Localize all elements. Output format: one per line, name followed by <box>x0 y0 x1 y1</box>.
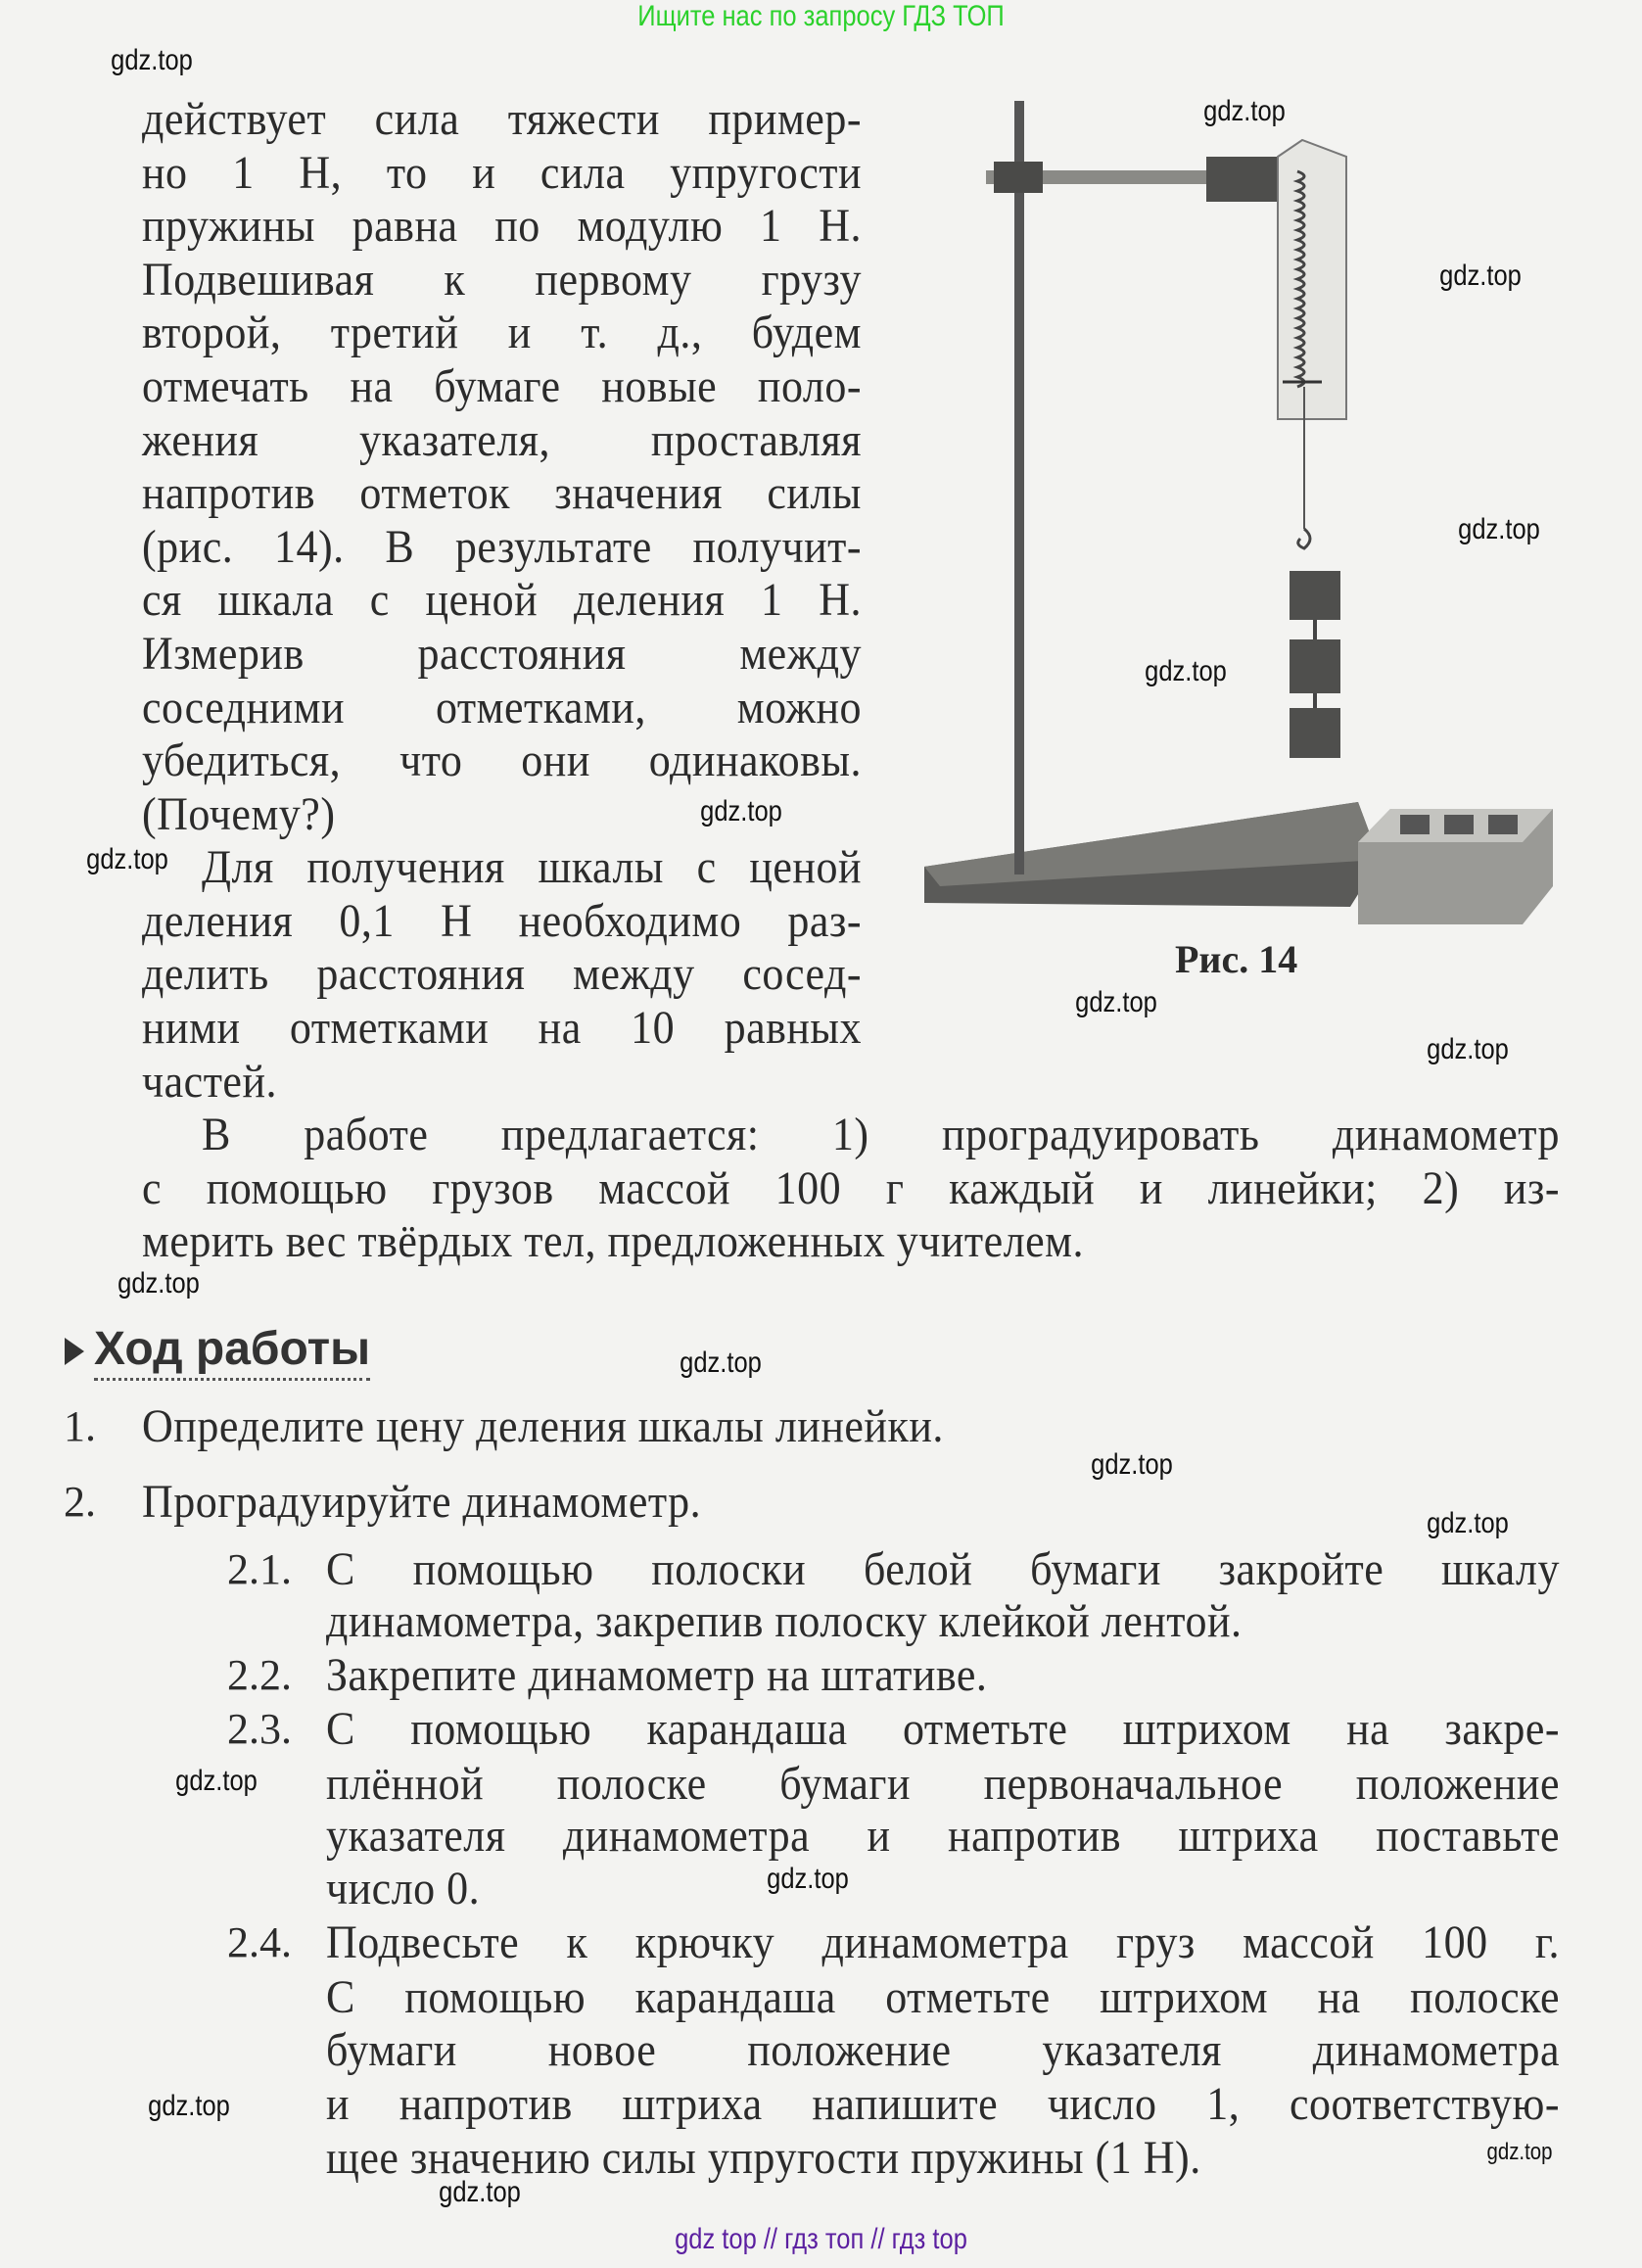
step-line: С помощью полоски белой бумаги закройте шкалу <box>326 1543 1560 1595</box>
text-line: напротив отметок значения силы <box>142 467 862 519</box>
text-line: мерить вес твёрдых тел, предложенных учителем. <box>142 1215 1085 1267</box>
step-line: С помощью карандаша отметьте штрихом на закре- <box>326 1703 1560 1755</box>
text-line: жения указателя, проставляя <box>142 414 862 466</box>
text-line: В работе предлагается: 1) проградуировать динамометр <box>202 1109 1560 1160</box>
step-number: 2.4. <box>227 1918 292 1966</box>
watermark: gdz.top <box>1203 95 1286 127</box>
text-line: ними отметками на 10 равных <box>142 1002 862 1054</box>
weight-set-box <box>1358 809 1553 924</box>
clamp-block <box>1206 157 1277 202</box>
text-line: действует сила тяжести пример- <box>142 93 862 145</box>
text-line: ся шкала с ценой деления 1 Н. <box>142 574 862 626</box>
step-line: плённой полоске бумаги первоначальное положение <box>326 1758 1560 1810</box>
watermark: gdz.top <box>439 2176 521 2208</box>
text-line: соседними отметками, можно <box>142 682 862 733</box>
step-line: и напротив штриха напишите число 1, соответствую- <box>326 2078 1560 2130</box>
watermark: gdz.top <box>1145 655 1227 687</box>
step-line: динамометра, закрепив полоску клейкой лентой. <box>326 1595 1243 1647</box>
search-banner: Ищите нас по запросу ГДЗ ТОП <box>637 0 1005 32</box>
watermark: gdz.top <box>117 1267 200 1299</box>
step-number: 1. <box>64 1402 96 1450</box>
step-number: 2. <box>64 1478 96 1526</box>
watermark: gdz.top <box>1458 513 1540 545</box>
watermark: gdz.top <box>175 1765 258 1797</box>
text-line: второй, третий и т. д., будем <box>142 307 862 358</box>
step-line: Подвесьте к крючку динамометра груз массой 100 г. <box>326 1916 1560 1968</box>
clamp-coupling <box>994 162 1043 193</box>
text-line: деления 0,1 Н необходимо раз- <box>142 895 862 947</box>
text-line: делить расстояния между сосед- <box>142 948 862 1000</box>
text-line: но 1 Н, то и сила упругости <box>142 147 862 199</box>
watermark: gdz.top <box>700 795 782 827</box>
weights <box>1290 571 1340 758</box>
watermark: gdz.top <box>1486 2139 1553 2165</box>
text-line: убедиться, что они одинаковы. <box>142 734 862 786</box>
step-number: 2.3. <box>227 1705 292 1753</box>
text-line: Подвешивая к первому грузу <box>142 254 862 306</box>
text-line: Измерив расстояния между <box>142 628 862 680</box>
step-line: число 0. <box>326 1863 481 1914</box>
text-line: пружины равна по модулю 1 Н. <box>142 200 862 252</box>
watermark: gdz.top <box>86 843 168 875</box>
section-heading-text: Ход работы <box>94 1322 370 1381</box>
step-line: указателя динамометра и напротив штриха поставьте <box>326 1810 1560 1862</box>
section-heading <box>65 1322 370 1381</box>
stand-rod <box>1014 101 1024 874</box>
step-number: 2.1. <box>227 1545 292 1593</box>
watermark: gdz.top <box>148 2090 230 2122</box>
text-line: с помощью грузов массой 100 г каждый и линейки; 2) из- <box>142 1162 1560 1214</box>
text-line: Для получения шкалы с ценой <box>202 841 862 893</box>
step-line: щее значению силы упругости пружины (1 Н). <box>326 2132 1201 2184</box>
step-line: бумаги новое положение указателя динамометра <box>326 2024 1560 2076</box>
text-line: отмечать на бумаге новые поло- <box>142 360 862 412</box>
text-line: частей. <box>142 1056 277 1108</box>
watermark: gdz.top <box>1091 1448 1173 1481</box>
step-line: Проградуируйте динамометр. <box>142 1476 702 1528</box>
text-line: (Почему?) <box>142 788 336 840</box>
watermark: gdz.top <box>1439 260 1522 292</box>
figure-caption: Рис. 14 <box>1175 937 1298 981</box>
stand-base <box>924 802 1380 907</box>
watermark: gdz.top <box>1427 1507 1509 1539</box>
watermark: gdz.top <box>1075 986 1157 1018</box>
text-line: (рис. 14). В результате получит- <box>142 521 862 573</box>
watermark: gdz.top <box>767 1863 849 1895</box>
step-line: Закрепите динамометр на штативе. <box>326 1649 988 1701</box>
triangle-bullet-icon <box>65 1338 84 1365</box>
dynamometer <box>1278 140 1346 548</box>
footer-banner: gdz top // гдз топ // гдз top <box>675 2223 967 2255</box>
watermark: gdz.top <box>680 1347 762 1379</box>
step-line: Определите цену деления шкалы линейки. <box>142 1400 944 1452</box>
watermark: gdz.top <box>111 44 193 76</box>
watermark: gdz.top <box>1427 1033 1509 1065</box>
step-number: 2.2. <box>227 1651 292 1699</box>
step-line: С помощью карандаша отметьте штрихом на полоске <box>326 1971 1560 2023</box>
